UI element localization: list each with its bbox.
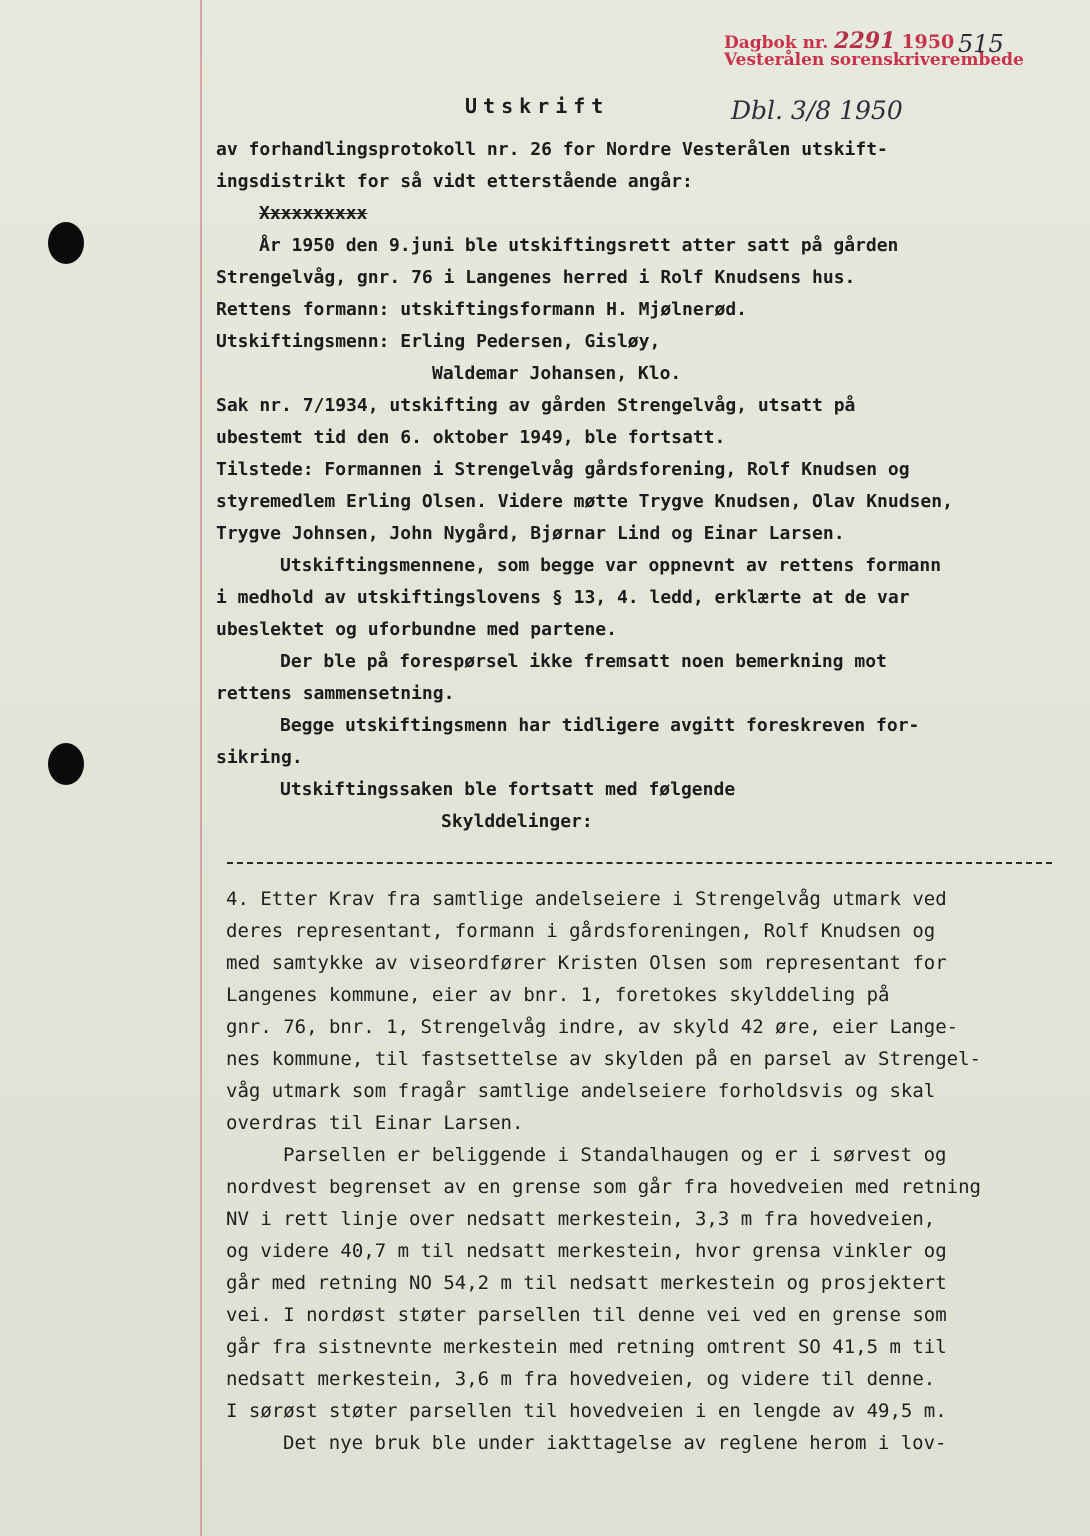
text-line: går med retning NO 54,2 m til nedsatt merkestein og prosjektert xyxy=(226,1272,947,1294)
stamp-office: Vesterålen sorenskriverembede xyxy=(724,50,1024,70)
text-line: i medhold av utskiftingslovens § 13, 4. ledd, erklærte at de var xyxy=(216,587,910,608)
text-line: Der ble på forespørsel ikke fremsatt noen bemerkning mot xyxy=(280,651,887,672)
text-line: 4. Etter Krav fra samtlige andelseiere i Strengelvåg utmark ved xyxy=(226,888,947,910)
text-line: Utskiftingsmenn: Erling Pedersen, Gisløy, xyxy=(216,331,661,352)
text-line: gnr. 76, bnr. 1, Strengelvåg indre, av skyld 42 øre, eier Lange- xyxy=(226,1016,959,1038)
dashed-separator xyxy=(227,862,1052,864)
text-line: ubeslektet og uforbundne med partene. xyxy=(216,619,617,640)
text-line: Langenes kommune, eier av bnr. 1, foretokes skylddeling på xyxy=(226,984,890,1006)
text-line: NV i rett linje over nedsatt merkestein, 3,3 m fra hovedveien, xyxy=(226,1208,936,1230)
struck-text-line: Xxxxxxxxxx xyxy=(259,203,368,224)
text-line: av forhandlingsprotokoll nr. 26 for Nordre Vesterålen utskift- xyxy=(216,139,888,160)
text-line: rettens sammensetning. xyxy=(216,683,455,704)
text-line: Det nye bruk ble under iakttagelse av reglene herom i lov- xyxy=(283,1432,947,1454)
text-line: I sørøst støter parsellen til hovedveien i en lengde av 49,5 m. xyxy=(226,1400,947,1422)
punch-hole-icon xyxy=(48,743,84,785)
text-line: Strengelvåg, gnr. 76 i Langenes herred i Rolf Knudsens hus. xyxy=(216,267,856,288)
text-line: går fra sistnevnte merkestein med retning omtrent SO 41,5 m til xyxy=(226,1336,947,1358)
text-line: ubestemt tid den 6. oktober 1949, ble fortsatt. xyxy=(216,427,726,448)
section-heading: Skylddelinger: xyxy=(441,811,593,832)
text-line: deres representant, formann i gårdsforeningen, Rolf Knudsen og xyxy=(226,920,936,942)
page-number: 515 xyxy=(958,30,1004,58)
text-line: sikring. xyxy=(216,747,303,768)
text-line: Rettens formann: utskiftingsformann H. Mjølnerød. xyxy=(216,299,748,320)
stamp-number: 2291 xyxy=(834,28,896,54)
text-line: Tilstede: Formannen i Strengelvåg gårdsforening, Rolf Knudsen og xyxy=(216,459,910,480)
text-line: nes kommune, til fastsettelse av skylden på en parsel av Strengel- xyxy=(226,1048,981,1070)
text-line: Utskiftingssaken ble fortsatt med følgende xyxy=(280,779,736,800)
text-line: styremedlem Erling Olsen. Videre møtte Trygve Knudsen, Olav Knudsen, xyxy=(216,491,953,512)
text-line: og videre 40,7 m til nedsatt merkestein, hvor grensa vinkler og xyxy=(226,1240,947,1262)
text-line: nedsatt merkestein, 3,6 m fra hovedveien, og videre til denne. xyxy=(226,1368,936,1390)
page-title: Utskrift xyxy=(465,94,610,118)
text-line: Utskiftingsmennene, som begge var oppnevnt av rettens formann xyxy=(280,555,942,576)
text-line: Sak nr. 7/1934, utskifting av gården Strengelvåg, utsatt på xyxy=(216,395,856,416)
text-line: våg utmark som fragår samtlige andelseiere forholdsvis og skal xyxy=(226,1080,936,1102)
text-line: Trygve Johnsen, John Nygård, Bjørnar Lind og Einar Larsen. xyxy=(216,523,845,544)
stamp-year: 1950 xyxy=(901,31,955,53)
text-line: vei. I nordøst støter parsellen til denne vei ved en grense som xyxy=(226,1304,947,1326)
text-line: nordvest begrenset av en grense som går fra hovedveien med retning xyxy=(226,1176,981,1198)
text-line: ingsdistrikt for så vidt etterstående angår: xyxy=(216,171,693,192)
text-line: År 1950 den 9.juni ble utskiftingsrett atter satt på gården xyxy=(259,235,899,256)
handwritten-date: Dbl. 3/8 1950 xyxy=(731,96,903,125)
text-line: med samtykke av viseordfører Kristen Olsen som representant for xyxy=(226,952,947,974)
margin-line xyxy=(200,0,202,1536)
text-line: overdras til Einar Larsen. xyxy=(226,1112,524,1134)
punch-hole-icon xyxy=(48,222,84,264)
text-line: Parsellen er beliggende i Standalhaugen og er i sørvest og xyxy=(283,1144,947,1166)
text-line: Waldemar Johansen, Klo. xyxy=(432,363,682,384)
text-line: Begge utskiftingsmenn har tidligere avgitt foreskreven for- xyxy=(280,715,920,736)
stamp-prefix: Dagbok nr. xyxy=(724,33,829,53)
